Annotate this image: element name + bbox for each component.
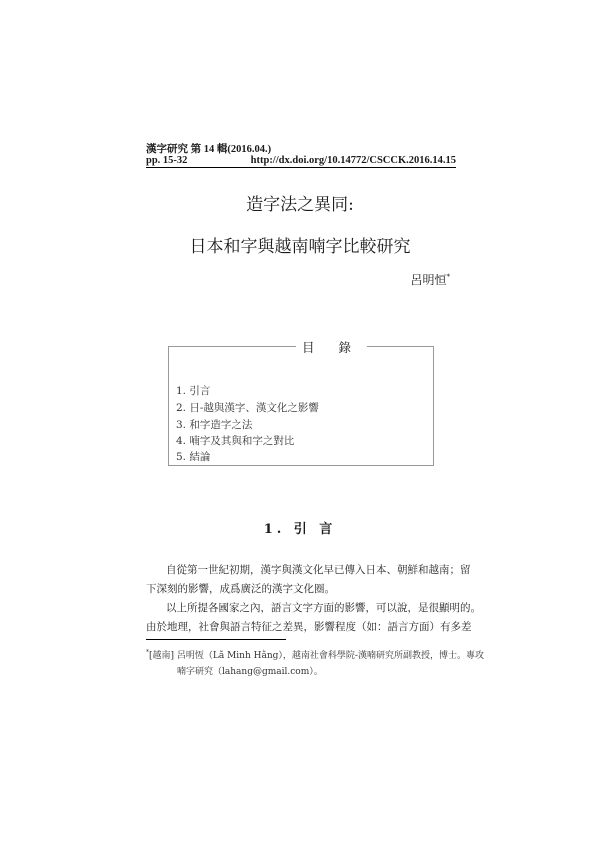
page-range: pp. 15-32 — [146, 155, 188, 166]
author-name: 呂明恒 — [410, 273, 447, 287]
footnote-rule — [146, 639, 286, 640]
footnote-line-2: 喃字研究（lahang@gmail.com）。 — [177, 667, 323, 677]
footnote-mark: * — [146, 649, 149, 656]
title-line-2: 日本和字與越南喃字比較研究 — [189, 237, 411, 257]
footnote-line-1 — [146, 648, 484, 661]
section-heading: 1. 引 言 — [263, 522, 337, 537]
journal-info: 漢字研究 第 14 輯(2016.04.) — [146, 144, 272, 155]
author — [410, 271, 450, 288]
toc-item[interactable]: 4. 喃字及其與和字之對比 — [176, 435, 295, 447]
toc-item[interactable]: 5. 結論 — [176, 451, 211, 463]
title-line-1: 造字法之異同: — [246, 195, 354, 215]
body-line: 以上所提各國家之內，語言文字方面的影響，可以說，是很顯明的。 — [166, 602, 481, 614]
toc-item[interactable]: 3. 和字造字之法 — [176, 419, 253, 431]
header-rule — [146, 167, 456, 168]
footnote-text-1: [越南] 呂明恆（Lã Minh Hằng），越南社會科學院-漢喃研究所副教授，博士。專攻 — [149, 651, 484, 661]
author-footnote-mark: * — [446, 273, 450, 281]
doi-link[interactable]: http://dx.doi.org/10.14772/CSCCK.2016.14.15 — [250, 155, 456, 166]
toc-title: 目 錄 — [296, 338, 367, 356]
toc-item[interactable]: 1. 引言 — [176, 385, 211, 397]
body-line: 由於地理，社會與語言特征之差異，影響程度（如：語言方面）有多差 — [146, 621, 472, 633]
body-line: 自從第一世紀初期，漢字與漢文化早已傳入日本、朝鮮和越南；留 — [166, 564, 471, 576]
toc-item[interactable]: 2. 日-越與漢字、漢文化之影響 — [176, 402, 319, 414]
body-line: 下深刻的影響，成爲廣泛的漢字文化圈。 — [146, 583, 335, 595]
